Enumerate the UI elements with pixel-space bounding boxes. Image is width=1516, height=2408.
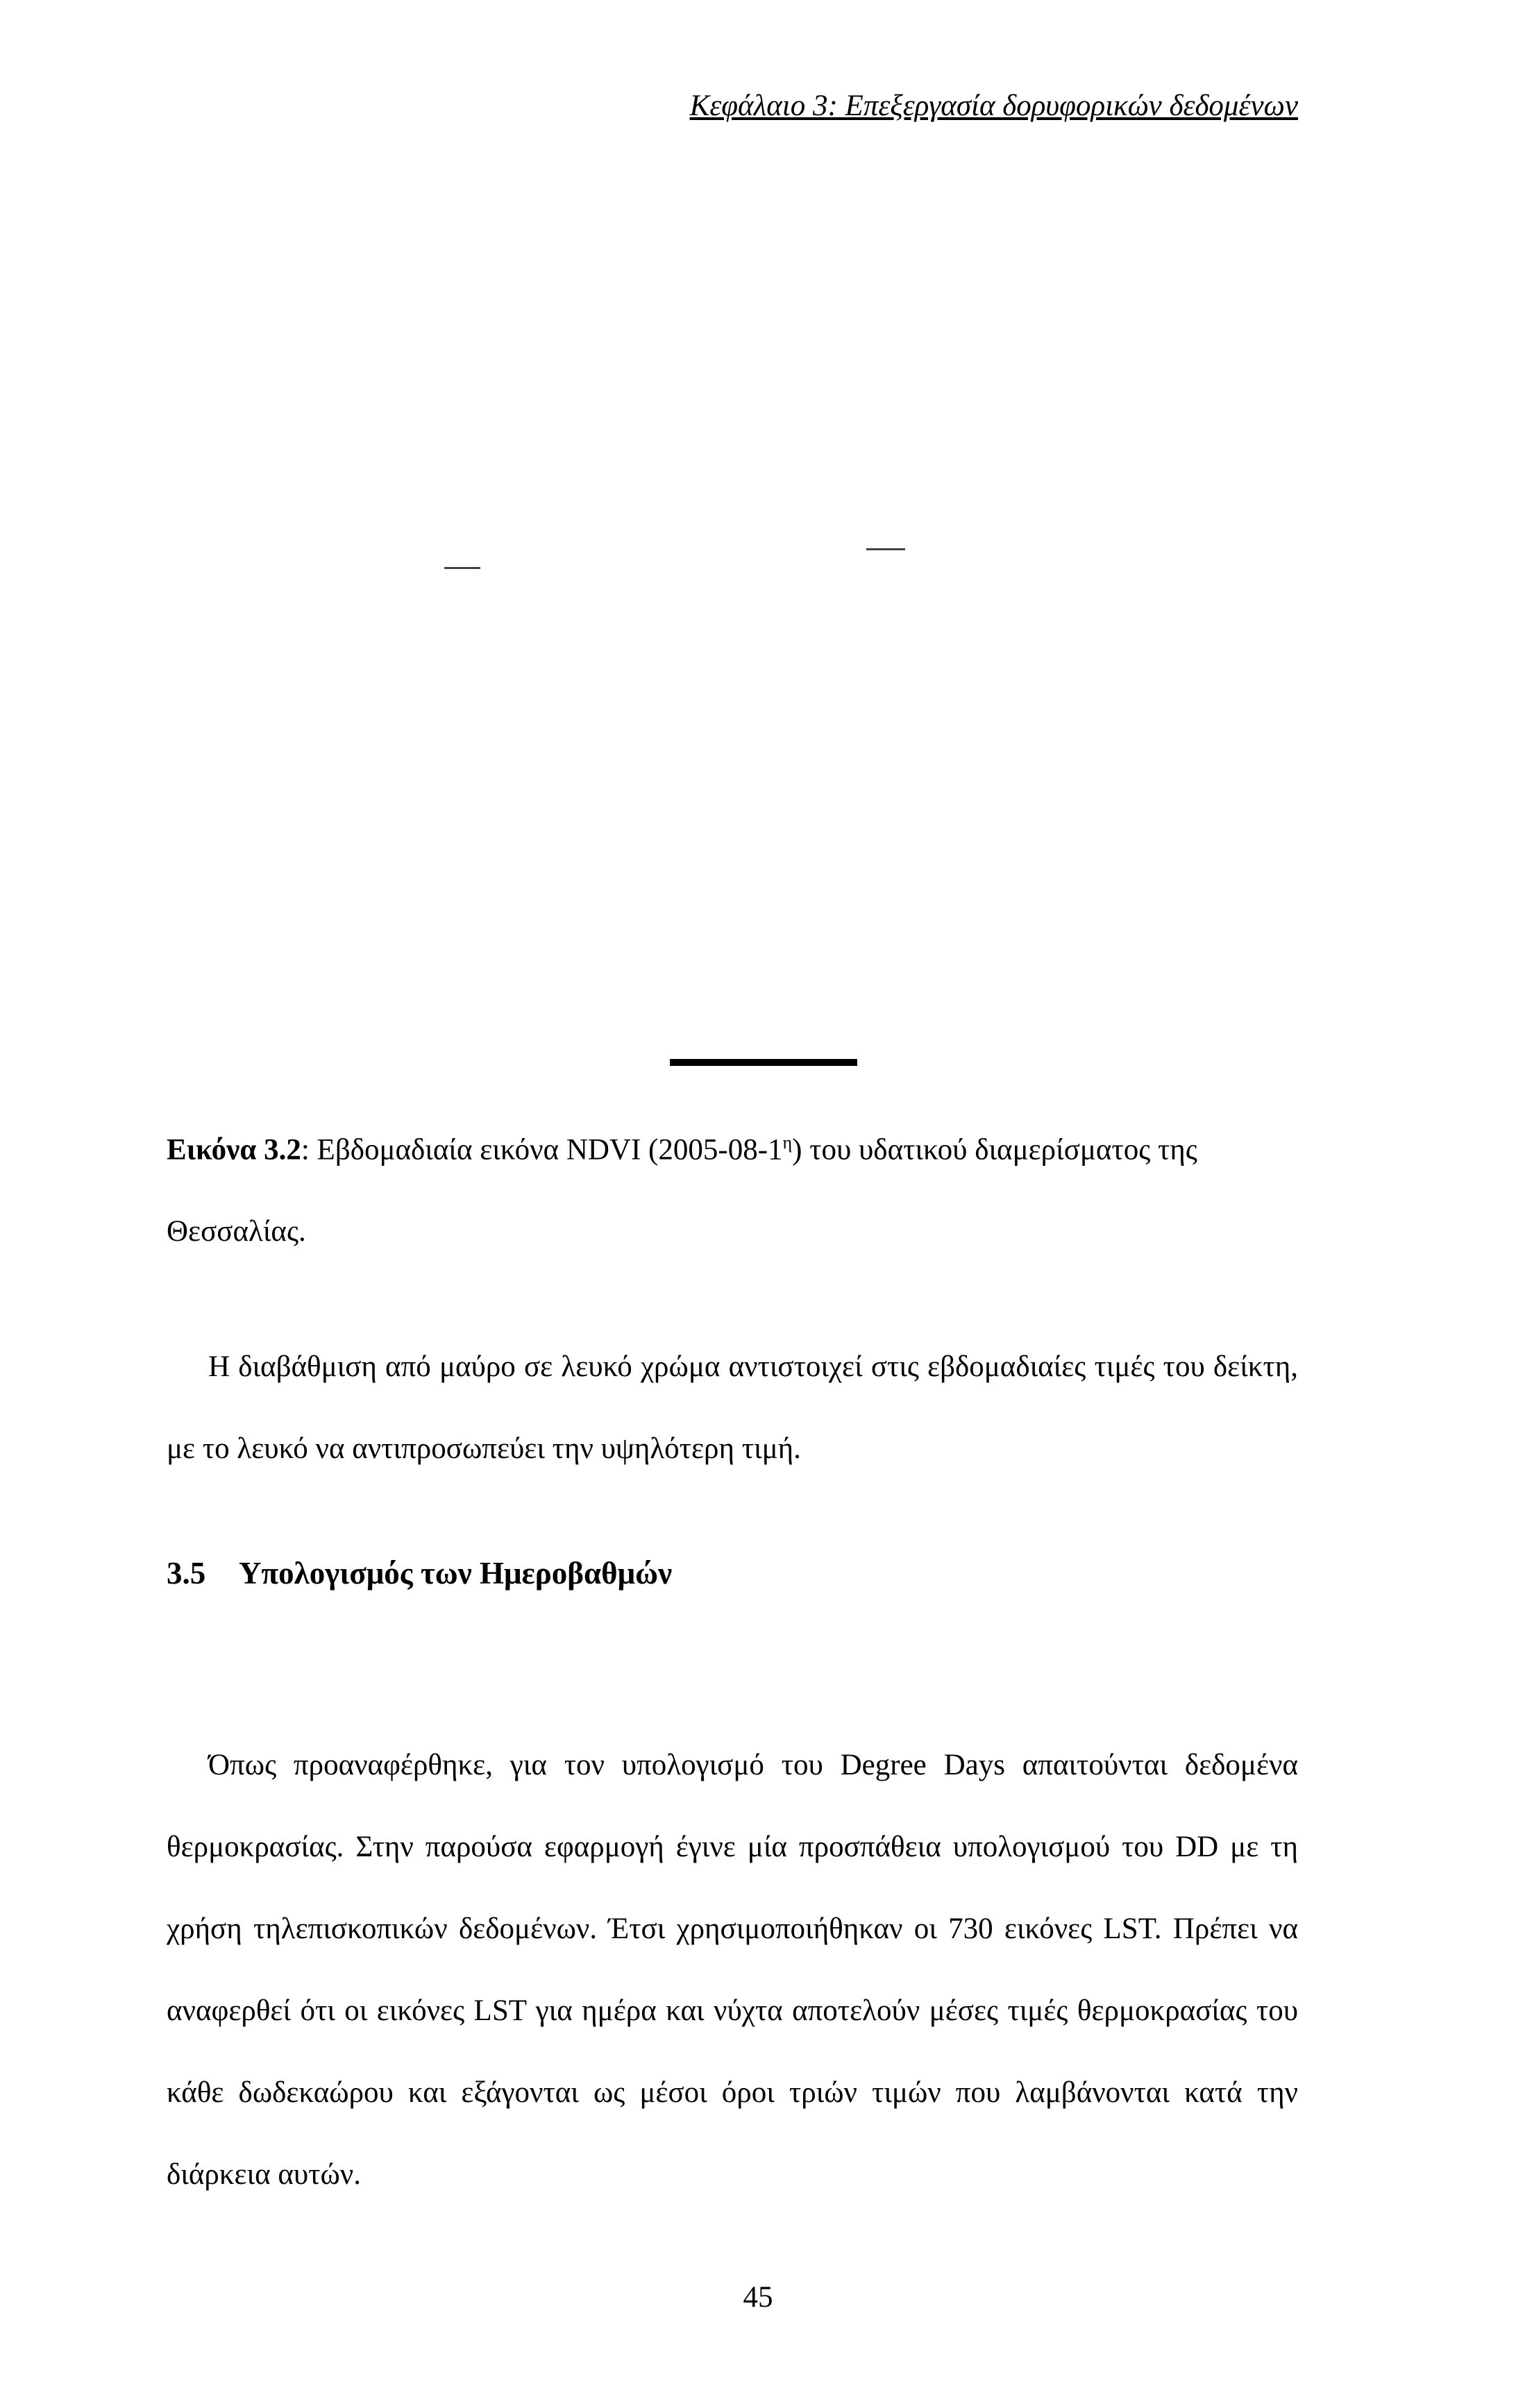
figure-caption-label: Εικόνα 3.2: [167, 1133, 301, 1167]
figure-caption-text-end: ) του υδατικού διαμερίσματος της Θεσσαλίας.: [167, 1133, 1197, 1248]
scan-artifact: [866, 548, 905, 550]
section-number: 3.5: [167, 1556, 206, 1591]
figure-image-area: [0, 222, 1516, 1070]
figure-scale-bar: [670, 1059, 857, 1066]
running-header: Κεφάλαιο 3: Επεξεργασία δορυφορικών δεδομένων: [689, 90, 1298, 122]
figure-caption-text: : Εβδομαδιαία εικόνα NDVI (2005-08-1: [301, 1133, 783, 1167]
page-number: 45: [743, 2281, 773, 2314]
figure-caption-superscript: η: [782, 1133, 793, 1153]
paragraph-degree-days: Όπως προαναφέρθηκε, για τον υπολογισμό του Degree Days απαιτούνται δεδομένα θερμοκρασίας. Στην παρούσα εφαρμογή έγινε μία προσπάθεια υπολογισμού του DD με τη χρήση τηλεπισκοπικών δεδομένων. Έτσι χρησιμοποιήθηκαν οι 730 εικόνες LST. Πρέπει να αναφερθεί ότι οι εικόνες LST για ημέρα και νύχτα αποτελούν μέσες τιμές θερμοκρασίας του κάθε δωδεκαώρου και εξάγονται ως μέσοι όροι τριών τιμών που λαμβάνονται κατά την διάρκεια αυτών.: [167, 1749, 1298, 2191]
section-heading: [167, 1555, 672, 1591]
figure-caption: [167, 1102, 1298, 1273]
scan-artifact: [444, 567, 480, 569]
section-title: Υπολογισμός των Ημεροβαθμών: [239, 1556, 673, 1591]
paragraph-grayscale-note: Η διαβάθμιση από μαύρο σε λευκό χρώμα αντιστοιχεί στις εβδομαδιαίες τιμές του δείκτη, με το λευκό να αντιπροσωπεύει την υψηλότερη τιμή.: [167, 1350, 1298, 1465]
